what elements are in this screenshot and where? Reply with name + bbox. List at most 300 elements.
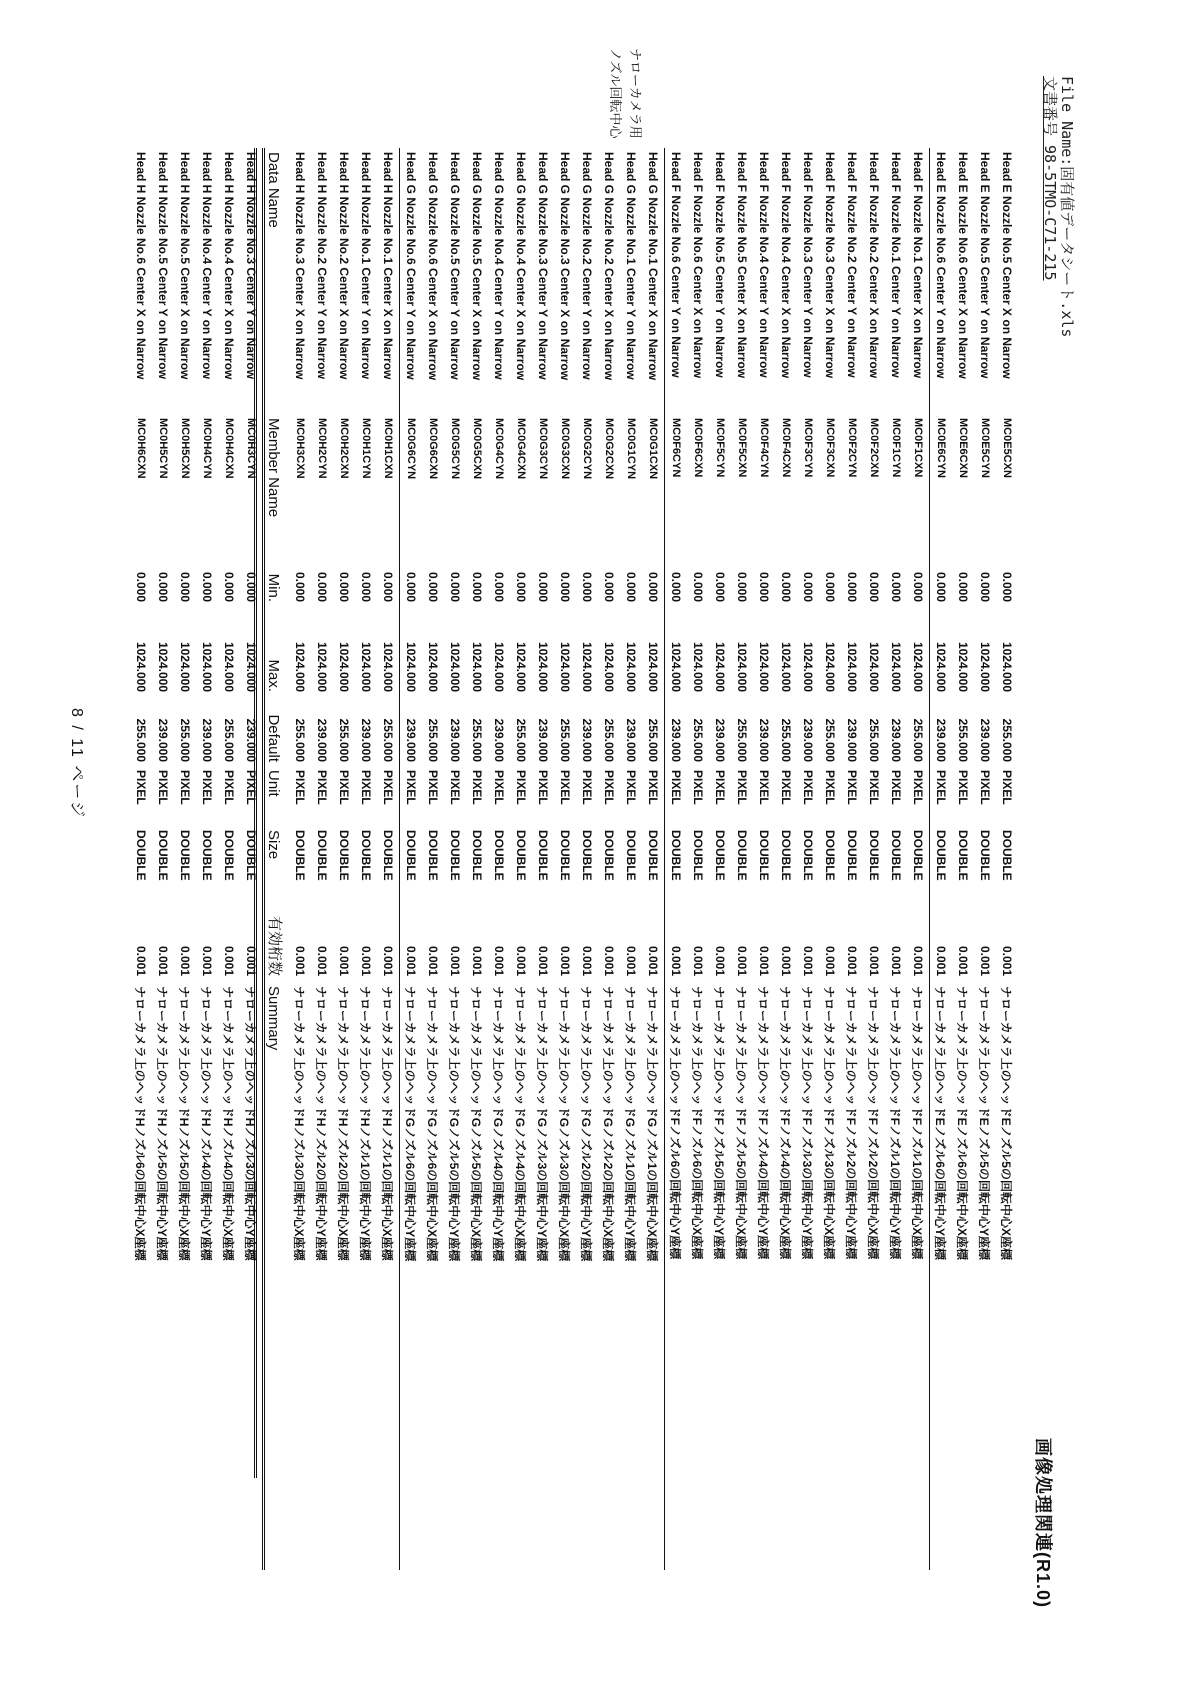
precision-cell: 0.001 bbox=[691, 945, 705, 977]
data-name-cell: Head G Nozzle No.5 Center Y on Narrow bbox=[448, 152, 462, 380]
default-cell: 255.000 bbox=[134, 718, 148, 762]
min-cell: 0.000 bbox=[691, 571, 705, 602]
precision-cell: 0.001 bbox=[222, 945, 236, 977]
summary-cell: ナローカメラ上のヘッドHノズル3の回転中心X座標 bbox=[292, 986, 307, 1261]
unit-cell: PIXEL bbox=[200, 770, 214, 805]
unit-cell: PIXEL bbox=[536, 770, 550, 805]
data-name-cell: Head G Nozzle No.3 Center Y on Narrow bbox=[536, 152, 550, 380]
precision-cell: 0.001 bbox=[377, 912, 400, 982]
size-cell: DOUBLE bbox=[978, 830, 992, 881]
summary-cell: ナローカメラ上のヘッドGノズル6の回転中心X座標 bbox=[425, 986, 440, 1262]
table-row bbox=[753, 148, 775, 1570]
table-row bbox=[576, 148, 598, 1570]
data-name-cell: Head G Nozzle No.2 Center X on Narrow bbox=[602, 152, 616, 381]
size-cell: DOUBLE bbox=[889, 830, 903, 881]
column-header-default: Default bbox=[264, 696, 290, 766]
default-cell: 239.000 bbox=[315, 718, 329, 762]
min-cell: 0.000 bbox=[602, 571, 616, 602]
summary-cell: ナローカメラ上のヘッドHノズル2の回転中心X座標 bbox=[336, 986, 351, 1261]
data-name-cell: Head F Nozzle No.3 Center Y on Narrow bbox=[801, 152, 815, 378]
summary-cell: ナローカメラ上のヘッドEノズル6の回転中心X座標 bbox=[955, 986, 970, 1260]
table-row bbox=[620, 148, 642, 1570]
precision-cell: 0.001 bbox=[315, 945, 329, 977]
min-cell: 0.000 bbox=[978, 571, 992, 602]
table-row bbox=[174, 148, 196, 1570]
precision-cell: 0.001 bbox=[492, 945, 506, 977]
size-cell: DOUBLE bbox=[514, 830, 528, 881]
member-name-cell: MC0H2CXN bbox=[338, 418, 350, 479]
precision-cell: 0.001 bbox=[642, 912, 665, 982]
max-cell: 1024.000 bbox=[359, 641, 373, 692]
min-cell: 0.000 bbox=[558, 571, 572, 602]
precision-cell: 0.001 bbox=[470, 945, 484, 977]
precision-cell: 0.001 bbox=[134, 945, 148, 977]
max-cell: 1024.000 bbox=[956, 641, 970, 692]
size-cell: DOUBLE bbox=[580, 830, 594, 881]
max-cell: 1024.000 bbox=[757, 641, 771, 692]
summary-cell: ナローカメラ上のヘッドHノズル6の回転中心X座標 bbox=[133, 986, 148, 1261]
min-cell: 0.000 bbox=[514, 571, 528, 602]
summary-cell: ナローカメラ上のヘッドGノズル5の回転中心X座標 bbox=[469, 986, 484, 1262]
size-cell: DOUBLE bbox=[713, 830, 727, 881]
data-name-cell: Head G Nozzle No.6 Center X on Narrow bbox=[426, 152, 440, 381]
member-name-cell: MC0E5CYN bbox=[979, 418, 991, 478]
data-name-cell: Head H Nozzle No.3 Center Y on Narrow bbox=[244, 152, 258, 379]
min-cell: 0.000 bbox=[293, 571, 307, 602]
min-cell: 0.000 bbox=[735, 571, 749, 602]
table-row bbox=[598, 148, 620, 1570]
table-row bbox=[709, 148, 731, 1570]
table-row bbox=[400, 148, 423, 1570]
size-cell: DOUBLE bbox=[492, 830, 506, 881]
member-name-cell: MC0G3CXN bbox=[559, 418, 571, 480]
member-name-cell: MC0G4CXN bbox=[515, 418, 527, 480]
min-cell: 0.000 bbox=[823, 571, 837, 602]
min-cell: 0.000 bbox=[222, 571, 236, 602]
data-name-cell: Head G Nozzle No.6 Center Y on Narrow bbox=[404, 152, 418, 380]
summary-cell: ナローカメラ上のヘッドGノズル2の回転中心Y座標 bbox=[579, 986, 594, 1262]
table-row bbox=[130, 148, 152, 1570]
max-cell: 1024.000 bbox=[178, 641, 192, 692]
min-cell: 0.000 bbox=[337, 571, 351, 602]
precision-cell: 0.001 bbox=[889, 945, 903, 977]
precision-cell: 0.001 bbox=[624, 945, 638, 977]
default-cell: 255.000 bbox=[602, 718, 616, 762]
data-name-cell: Head G Nozzle No.4 Center X on Narrow bbox=[514, 152, 528, 381]
table-row bbox=[731, 148, 753, 1570]
precision-cell: 0.001 bbox=[580, 945, 594, 977]
default-cell: 255.000 bbox=[293, 718, 307, 762]
size-cell: DOUBLE bbox=[602, 830, 616, 881]
size-cell: DOUBLE bbox=[470, 830, 484, 881]
max-cell: 1024.000 bbox=[978, 641, 992, 692]
max-cell: 1024.000 bbox=[514, 641, 528, 692]
default-cell: 239.000 bbox=[244, 718, 258, 762]
member-name-cell: MC0G1CYN bbox=[625, 418, 637, 480]
max-cell: 1024.000 bbox=[602, 641, 616, 692]
min-cell: 0.000 bbox=[669, 571, 683, 602]
size-cell: DOUBLE bbox=[222, 830, 236, 881]
unit-cell: PIXEL bbox=[359, 770, 373, 805]
member-name-cell: MC0H1CXN bbox=[377, 414, 400, 550]
data-name-cell: Head H Nozzle No.2 Center Y on Narrow bbox=[315, 152, 329, 379]
size-cell: DOUBLE bbox=[735, 830, 749, 881]
precision-cell: 0.001 bbox=[713, 945, 727, 977]
member-name-cell: MC0G6CXN bbox=[427, 418, 439, 480]
data-name-cell: Head E Nozzle No.5 Center Y on Narrow bbox=[978, 152, 992, 379]
max-cell: 1024.000 bbox=[222, 641, 236, 692]
rotated-sheet bbox=[68, 48, 1076, 1608]
unit-cell: PIXEL bbox=[404, 770, 418, 805]
member-name-cell: MC0G6CYN bbox=[405, 418, 417, 480]
table-row bbox=[996, 148, 1018, 1570]
max-cell: 1024.000 bbox=[867, 641, 881, 692]
data-name-cell: Head F Nozzle No.1 Center X on Narrow bbox=[907, 148, 930, 414]
data-name-cell: Head F Nozzle No.6 Center Y on Narrow bbox=[669, 152, 683, 378]
member-name-cell: MC0F3CYN bbox=[802, 418, 814, 478]
default-cell: 239.000 bbox=[801, 718, 815, 762]
precision-cell: 0.001 bbox=[156, 945, 170, 977]
precision-cell: 0.001 bbox=[757, 945, 771, 977]
size-cell: DOUBLE bbox=[691, 830, 705, 881]
unit-cell: PIXEL bbox=[691, 770, 705, 805]
member-name-cell: MC0F5CXN bbox=[736, 418, 748, 478]
unit-cell: PIXEL bbox=[1000, 770, 1014, 805]
min-cell: 0.000 bbox=[801, 571, 815, 602]
unit-cell: PIXEL bbox=[889, 770, 903, 805]
precision-cell: 0.001 bbox=[669, 945, 683, 977]
data-name-cell: Head H Nozzle No.1 Center X on Narrow bbox=[377, 148, 400, 414]
table-row bbox=[377, 148, 400, 1570]
data-name-cell: Head F Nozzle No.5 Center Y on Narrow bbox=[713, 152, 727, 378]
member-name-cell: MC0H4CYN bbox=[201, 418, 213, 479]
precision-cell: 0.001 bbox=[602, 945, 616, 977]
size-cell: DOUBLE bbox=[1000, 830, 1014, 881]
summary-cell: ナローカメラ上のヘッドGノズル1の回転中心Y座標 bbox=[623, 986, 638, 1262]
size-cell: DOUBLE bbox=[404, 830, 418, 881]
default-cell: 239.000 bbox=[492, 718, 506, 762]
summary-cell: ナローカメラ上のヘッドHノズル4の回転中心Y座標 bbox=[199, 986, 214, 1261]
column-header-summary: Summary bbox=[264, 982, 290, 1570]
min-cell: 0.000 bbox=[889, 571, 903, 602]
category-line-1: ナローカメラ用 bbox=[628, 48, 643, 139]
unit-cell: PIXEL bbox=[492, 770, 506, 805]
file-header bbox=[1041, 76, 1075, 337]
default-cell: 239.000 bbox=[845, 718, 859, 762]
max-cell: 1024.000 bbox=[1000, 641, 1014, 692]
default-cell: 255.000 bbox=[377, 696, 400, 766]
unit-cell: PIXEL bbox=[178, 770, 192, 805]
unit-cell: PIXEL bbox=[823, 770, 837, 805]
max-cell: 1024.000 bbox=[492, 641, 506, 692]
min-cell: 0.000 bbox=[907, 550, 930, 606]
precision-cell: 0.001 bbox=[558, 945, 572, 977]
table-row bbox=[930, 148, 953, 1570]
category-label bbox=[605, 48, 645, 143]
size-cell: DOUBLE bbox=[359, 830, 373, 881]
summary-cell: ナローカメラ上のヘッドFノズル3の回転中心Y座標 bbox=[800, 986, 815, 1260]
min-cell: 0.000 bbox=[470, 571, 484, 602]
precision-cell: 0.001 bbox=[823, 945, 837, 977]
default-cell: 239.000 bbox=[404, 718, 418, 762]
min-cell: 0.000 bbox=[448, 571, 462, 602]
member-name-cell: MC0H3CYN bbox=[245, 418, 257, 479]
table-row bbox=[422, 148, 444, 1570]
data-name-cell: Head G Nozzle No.1 Center Y on Narrow bbox=[624, 152, 638, 380]
data-name-cell: Head H Nozzle No.2 Center X on Narrow bbox=[337, 152, 351, 380]
summary-cell: ナローカメラ上のヘッドFノズル1の回転中心Y座標 bbox=[888, 986, 903, 1260]
unit-cell: PIXEL bbox=[514, 770, 528, 805]
data-name-cell: Head H Nozzle No.4 Center Y on Narrow bbox=[200, 152, 214, 379]
size-cell: DOUBLE bbox=[823, 830, 837, 881]
default-cell: 255.000 bbox=[779, 718, 793, 762]
precision-cell: 0.001 bbox=[867, 945, 881, 977]
summary-cell: ナローカメラ上のヘッドFノズル5の回転中心Y座標 bbox=[712, 986, 727, 1260]
min-cell: 0.000 bbox=[178, 571, 192, 602]
unit-cell: PIXEL bbox=[669, 770, 683, 805]
data-name-cell: Head G Nozzle No.5 Center X on Narrow bbox=[470, 152, 484, 381]
default-cell: 255.000 bbox=[907, 696, 930, 766]
summary-cell: ナローカメラ上のヘッドGノズル4の回転中心Y座標 bbox=[491, 986, 506, 1262]
size-cell: DOUBLE bbox=[156, 830, 170, 881]
default-cell: 255.000 bbox=[642, 696, 665, 766]
size-cell: DOUBLE bbox=[669, 830, 683, 881]
column-header-min: Min. bbox=[264, 550, 290, 606]
size-cell: DOUBLE bbox=[624, 830, 638, 881]
data-name-cell: Head H Nozzle No.5 Center Y on Narrow bbox=[156, 152, 170, 379]
size-cell: DOUBLE bbox=[779, 830, 793, 881]
table-bottom-rule bbox=[254, 148, 257, 1478]
precision-cell: 0.001 bbox=[426, 945, 440, 977]
data-name-cell: Head F Nozzle No.6 Center X on Narrow bbox=[691, 152, 705, 379]
precision-cell: 0.001 bbox=[293, 945, 307, 977]
default-cell: 255.000 bbox=[470, 718, 484, 762]
table-row bbox=[974, 148, 996, 1570]
min-cell: 0.000 bbox=[757, 571, 771, 602]
precision-cell: 0.001 bbox=[514, 945, 528, 977]
min-cell: 0.000 bbox=[536, 571, 550, 602]
precision-cell: 0.001 bbox=[956, 945, 970, 977]
min-cell: 0.000 bbox=[580, 571, 594, 602]
size-cell: DOUBLE bbox=[558, 830, 572, 881]
member-name-cell: MC0E6CYN bbox=[935, 418, 947, 478]
page-title: 画像処理関連(R1.0) bbox=[1033, 1437, 1053, 1608]
unit-cell: PIXEL bbox=[845, 770, 859, 805]
default-cell: 255.000 bbox=[691, 718, 705, 762]
member-name-cell: MC0H3CXN bbox=[294, 418, 306, 479]
unit-cell: PIXEL bbox=[134, 770, 148, 805]
member-name-cell: MC0F2CYN bbox=[846, 418, 858, 478]
table-row bbox=[863, 148, 885, 1570]
default-cell: 255.000 bbox=[823, 718, 837, 762]
unit-cell: PIXEL bbox=[293, 770, 307, 805]
summary-cell: ナローカメラ上のヘッドGノズル5の回転中心Y座標 bbox=[447, 986, 462, 1262]
min-cell: 0.000 bbox=[244, 571, 258, 602]
member-name-cell: MC0E5CXN bbox=[1001, 418, 1013, 478]
member-name-cell: MC0G4CYN bbox=[493, 418, 505, 480]
summary-cell: ナローカメラ上のヘッドEノズル6の回転中心Y座標 bbox=[933, 986, 948, 1260]
summary-cell: ナローカメラ上のヘッドGノズル3の回転中心Y座標 bbox=[535, 986, 550, 1262]
default-cell: 255.000 bbox=[735, 718, 749, 762]
member-name-cell: MC0H4CXN bbox=[223, 418, 235, 479]
member-name-cell: MC0F1CYN bbox=[890, 418, 902, 478]
unit-cell: PIXEL bbox=[624, 770, 638, 805]
size-cell: DOUBLE bbox=[934, 830, 948, 881]
table-row bbox=[841, 148, 863, 1570]
summary-cell: ナローカメラ上のヘッドHノズル1の回転中心X座標 bbox=[377, 982, 400, 1570]
table-row bbox=[218, 148, 240, 1570]
summary-cell: ナローカメラ上のヘッドGノズル1の回転中心X座標 bbox=[642, 982, 665, 1570]
unit-cell: PIXEL bbox=[713, 770, 727, 805]
min-cell: 0.000 bbox=[1000, 571, 1014, 602]
default-cell: 255.000 bbox=[514, 718, 528, 762]
data-name-cell: Head G Nozzle No.3 Center X on Narrow bbox=[558, 152, 572, 381]
max-cell: 1024.000 bbox=[377, 606, 400, 696]
summary-cell: ナローカメラ上のヘッドHノズル2の回転中心Y座標 bbox=[314, 986, 329, 1261]
default-cell: 239.000 bbox=[200, 718, 214, 762]
max-cell: 1024.000 bbox=[200, 641, 214, 692]
member-name-cell: MC0H2CYN bbox=[316, 418, 328, 479]
max-cell: 1024.000 bbox=[691, 641, 705, 692]
summary-cell: ナローカメラ上のヘッドFノズル1の回転中心X座標 bbox=[907, 982, 930, 1570]
unit-cell: PIXEL bbox=[337, 770, 351, 805]
min-cell: 0.000 bbox=[377, 550, 400, 606]
default-cell: 239.000 bbox=[580, 718, 594, 762]
max-cell: 1024.000 bbox=[669, 641, 683, 692]
data-name-cell: Head H Nozzle No.3 Center X on Narrow bbox=[293, 152, 307, 380]
precision-cell: 0.001 bbox=[1000, 945, 1014, 977]
size-cell: DOUBLE bbox=[426, 830, 440, 881]
precision-cell: 0.001 bbox=[779, 945, 793, 977]
default-cell: 239.000 bbox=[669, 718, 683, 762]
default-cell: 239.000 bbox=[536, 718, 550, 762]
max-cell: 1024.000 bbox=[801, 641, 815, 692]
precision-cell: 0.001 bbox=[448, 945, 462, 977]
size-cell: DOUBLE bbox=[244, 830, 258, 881]
default-cell: 239.000 bbox=[889, 718, 903, 762]
unit-cell: PIXEL bbox=[934, 770, 948, 805]
min-cell: 0.000 bbox=[359, 571, 373, 602]
member-name-cell: MC0F2CXN bbox=[868, 418, 880, 478]
max-cell: 1024.000 bbox=[536, 641, 550, 692]
member-name-cell: MC0G2CYN bbox=[581, 418, 593, 480]
default-cell: 255.000 bbox=[956, 718, 970, 762]
precision-cell: 0.001 bbox=[845, 945, 859, 977]
max-cell: 1024.000 bbox=[624, 641, 638, 692]
table-row bbox=[907, 148, 930, 1570]
min-cell: 0.000 bbox=[492, 571, 506, 602]
max-cell: 1024.000 bbox=[156, 641, 170, 692]
min-cell: 0.000 bbox=[779, 571, 793, 602]
max-cell: 1024.000 bbox=[134, 641, 148, 692]
default-cell: 239.000 bbox=[156, 718, 170, 762]
size-cell: DOUBLE bbox=[867, 830, 881, 881]
default-cell: 239.000 bbox=[448, 718, 462, 762]
column-header-row bbox=[264, 148, 290, 1570]
member-name-cell: MC0H5CXN bbox=[179, 418, 191, 479]
max-cell: 1024.000 bbox=[244, 641, 258, 692]
default-cell: 255.000 bbox=[867, 718, 881, 762]
min-cell: 0.000 bbox=[934, 571, 948, 602]
member-name-cell: MC0F6CXN bbox=[692, 418, 704, 478]
table-row bbox=[885, 148, 907, 1570]
member-name-cell: MC0H6CXN bbox=[135, 418, 147, 479]
data-name-cell: Head G Nozzle No.1 Center X on Narrow bbox=[642, 148, 665, 414]
max-cell: 1024.000 bbox=[642, 606, 665, 696]
max-cell: 1024.000 bbox=[337, 641, 351, 692]
size-cell: DOUBLE bbox=[134, 830, 148, 881]
max-cell: 1024.000 bbox=[470, 641, 484, 692]
size-cell: DOUBLE bbox=[178, 830, 192, 881]
max-cell: 1024.000 bbox=[404, 641, 418, 692]
max-cell: 1024.000 bbox=[934, 641, 948, 692]
table-row bbox=[819, 148, 841, 1570]
min-cell: 0.000 bbox=[134, 571, 148, 602]
member-name-cell: MC0F3CXN bbox=[824, 418, 836, 478]
unit-cell: PIXEL bbox=[222, 770, 236, 805]
unit-cell: PIXEL bbox=[244, 770, 258, 805]
max-cell: 1024.000 bbox=[448, 641, 462, 692]
precision-cell: 0.001 bbox=[404, 945, 418, 977]
data-name-cell: Head E Nozzle No.6 Center X on Narrow bbox=[956, 152, 970, 379]
member-name-cell: MC0F6CYN bbox=[670, 418, 682, 478]
data-name-cell: Head F Nozzle No.4 Center X on Narrow bbox=[779, 152, 793, 379]
size-cell: DOUBLE bbox=[536, 830, 550, 881]
max-cell: 1024.000 bbox=[889, 641, 903, 692]
data-name-cell: Head F Nozzle No.2 Center X on Narrow bbox=[867, 152, 881, 379]
summary-cell: ナローカメラ上のヘッドGノズル3の回転中心X座標 bbox=[557, 986, 572, 1262]
default-cell: 255.000 bbox=[1000, 718, 1014, 762]
unit-cell: PIXEL bbox=[377, 766, 400, 826]
summary-cell: ナローカメラ上のヘッドEノズル5の回転中心Y座標 bbox=[977, 986, 992, 1260]
member-name-cell: MC0G1CXN bbox=[642, 414, 665, 550]
summary-cell: ナローカメラ上のヘッドFノズル3の回転中心X座標 bbox=[822, 986, 837, 1260]
min-cell: 0.000 bbox=[156, 571, 170, 602]
parameter-table bbox=[130, 148, 1018, 1570]
max-cell: 1024.000 bbox=[580, 641, 594, 692]
unit-cell: PIXEL bbox=[779, 770, 793, 805]
precision-cell: 0.001 bbox=[178, 945, 192, 977]
member-name-cell: MC0F1CXN bbox=[907, 414, 930, 550]
unit-cell: PIXEL bbox=[426, 770, 440, 805]
size-cell: DOUBLE bbox=[448, 830, 462, 881]
data-name-cell: Head F Nozzle No.5 Center X on Narrow bbox=[735, 152, 749, 379]
size-cell: DOUBLE bbox=[293, 830, 307, 881]
max-cell: 1024.000 bbox=[293, 641, 307, 692]
column-header-max: Max. bbox=[264, 606, 290, 696]
category-line-2: ノズル回転中心 bbox=[608, 48, 623, 139]
unit-cell: PIXEL bbox=[642, 766, 665, 826]
min-cell: 0.000 bbox=[315, 571, 329, 602]
precision-cell: 0.001 bbox=[200, 945, 214, 977]
table-row bbox=[444, 148, 466, 1570]
table-row bbox=[665, 148, 688, 1570]
default-cell: 239.000 bbox=[359, 718, 373, 762]
min-cell: 0.000 bbox=[956, 571, 970, 602]
table-row bbox=[152, 148, 174, 1570]
default-cell: 239.000 bbox=[713, 718, 727, 762]
summary-cell: ナローカメラ上のヘッドFノズル6の回転中心Y座標 bbox=[668, 986, 683, 1260]
default-cell: 255.000 bbox=[558, 718, 572, 762]
table-row bbox=[311, 148, 333, 1570]
size-cell: DOUBLE bbox=[642, 826, 665, 912]
summary-cell: ナローカメラ上のヘッドFノズル6の回転中心X座標 bbox=[690, 986, 705, 1260]
summary-cell: ナローカメラ上のヘッドGノズル2の回転中心X座標 bbox=[601, 986, 616, 1262]
summary-cell: ナローカメラ上のヘッドEノズル5の回転中心X座標 bbox=[999, 986, 1014, 1260]
default-cell: 239.000 bbox=[978, 718, 992, 762]
default-cell: 255.000 bbox=[337, 718, 351, 762]
min-cell: 0.000 bbox=[642, 550, 665, 606]
